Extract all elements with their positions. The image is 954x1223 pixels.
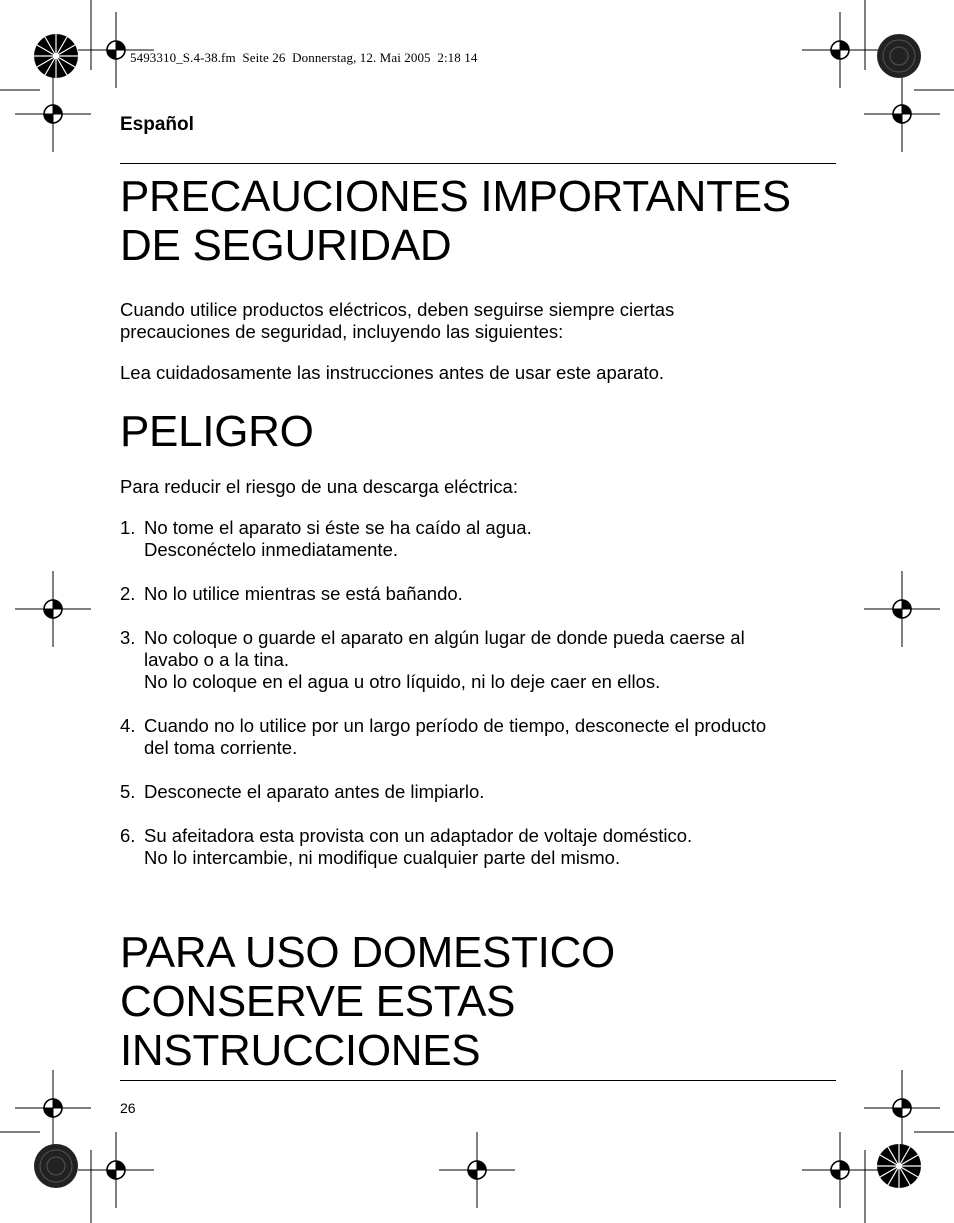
keep-instructions-title <box>120 928 836 1075</box>
item-text: Cuando no lo utilice por un largo período de tiempo, desconecte el producto <box>144 715 767 736</box>
registration-mark-icon <box>439 1132 515 1208</box>
intro-line: precauciones de seguridad, incluyendo las siguientes: <box>120 321 564 342</box>
keep-title-line: PARA USO DOMESTICO <box>120 928 615 977</box>
starburst-icon <box>34 34 78 78</box>
registration-mark-icon <box>15 1070 91 1146</box>
read-instructions-note: Lea cuidadosamente las instrucciones antes de usar este aparato. <box>120 362 665 383</box>
registration-mark-icon <box>802 1132 878 1208</box>
keep-title-line: INSTRUCCIONES <box>120 1026 481 1075</box>
list-item <box>120 583 836 605</box>
item-text: No lo utilice mientras se está bañando. <box>144 583 463 604</box>
registration-mark-icon <box>864 1070 940 1146</box>
intro-paragraph <box>120 299 836 343</box>
safety-title <box>120 172 836 270</box>
item-number: 4. <box>120 715 136 736</box>
registration-mark-icon <box>802 12 878 88</box>
item-text: Desconéctelo inmediatamente. <box>144 539 399 560</box>
safety-title-line: DE SEGURIDAD <box>120 221 452 270</box>
keep-title-line: CONSERVE ESTAS <box>120 977 516 1026</box>
starburst-icon <box>877 34 921 78</box>
item-number: 6. <box>120 825 136 846</box>
item-number: 5. <box>120 781 136 802</box>
danger-lead: Para reducir el riesgo de una descarga eléctrica: <box>120 476 518 497</box>
starburst-icon <box>34 1144 78 1188</box>
registration-mark-icon <box>78 1132 154 1208</box>
item-text: Su afeitadora esta provista con un adaptador de voltaje doméstico. <box>144 825 693 846</box>
bottom-divider <box>120 1080 836 1081</box>
main-content <box>120 172 836 891</box>
list-item <box>120 781 836 803</box>
list-item <box>120 715 836 759</box>
item-text: del toma corriente. <box>144 737 298 758</box>
registration-mark-icon <box>15 571 91 647</box>
item-number: 3. <box>120 627 136 648</box>
page-number: 26 <box>120 1100 136 1116</box>
intro-line: Cuando utilice productos eléctricos, deben seguirse siempre ciertas <box>120 299 675 320</box>
registration-mark-icon <box>864 76 940 152</box>
registration-mark-icon <box>15 76 91 152</box>
item-number: 2. <box>120 583 136 604</box>
list-item <box>120 517 836 561</box>
danger-title: PELIGRO <box>120 407 314 456</box>
top-divider <box>120 163 836 164</box>
item-text: Desconecte el aparato antes de limpiarlo. <box>144 781 485 802</box>
item-text: No lo coloque en el agua u otro líquido, ni lo deje caer en ellos. <box>144 671 661 692</box>
item-text: No coloque o guarde el aparato en algún lugar de donde pueda caerse al <box>144 627 745 648</box>
item-text: No tome el aparato si éste se ha caído al agua. <box>144 517 532 538</box>
file-info-slug: 5493310_S.4-38.fm Seite 26 Donnerstag, 12. Mai 2005 2:18 14 <box>130 50 478 65</box>
list-item <box>120 825 836 869</box>
list-item <box>120 627 836 693</box>
item-text: No lo intercambie, ni modifique cualquier parte del mismo. <box>144 847 621 868</box>
item-text: lavabo o a la tina. <box>144 649 290 670</box>
item-number: 1. <box>120 517 136 538</box>
language-label: Español <box>120 114 194 135</box>
registration-mark-icon <box>864 571 940 647</box>
danger-list <box>120 517 836 869</box>
safety-title-line: PRECAUCIONES IMPORTANTES <box>120 172 791 221</box>
starburst-icon <box>877 1144 921 1188</box>
